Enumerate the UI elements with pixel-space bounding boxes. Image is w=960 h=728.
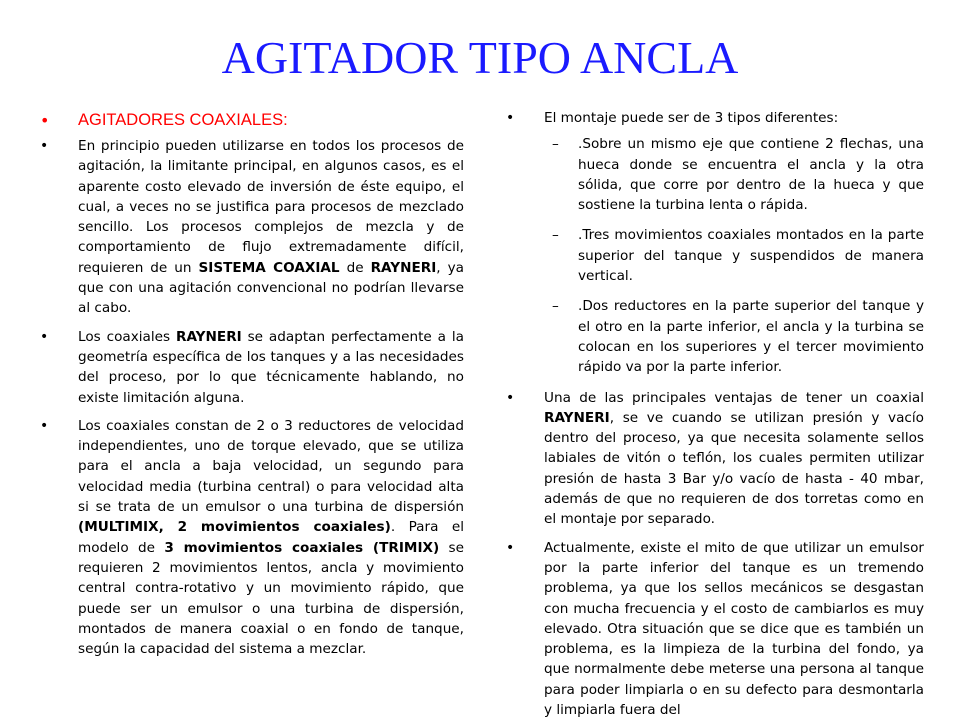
slide-title: AGITADOR TIPO ANCLA: [221, 32, 739, 83]
text-run: se adaptan perfectamente a la geometría específica de los tanques y a las necesidades del proceso, por lo que técnicamente hablando, no existe limitación alguna.: [78, 328, 464, 406]
section-heading: [40, 108, 464, 132]
left-column: [40, 108, 464, 667]
bold-text: RAYNERI: [544, 409, 610, 426]
bold-text: (MULTIMIX, 2 movimientos coaxiales): [78, 519, 391, 536]
section-heading-text: AGITADORES COAXIALES:: [78, 111, 288, 129]
text-run: El montaje puede ser de 3 tipos diferentes:: [544, 110, 839, 126]
sub-list-item: – .Dos reductores en la parte superior del tanque y el otro en la parte inferior, el ancla y la turbina se colocan en los superiores y el tercer movimiento rápido va por la parte inferior.: [544, 296, 924, 377]
list-item: • Actualmente, existe el mito de que utilizar un emulsor por la parte inferior del tanque es un tremendo problema, ya que los sellos mecánicos se desgastan con mucha frecuencia y el costo de cambiarlos es muy elevado. Otra situación que se dice que es también un problema, es la limpieza de la turbina del fondo, ya que normalmente debe meterse una persona al tanque para poder limpiarla o en su defecto para desmontarla y limpiarla fuera del: [506, 538, 924, 721]
text-run: Una de las principales ventajas de tener un coaxial: [544, 389, 924, 406]
list-item: [506, 388, 924, 530]
bold-text: RAYNERI: [176, 328, 242, 345]
sub-list-item: – .Sobre un mismo eje que contiene 2 flechas, una hueca donde se encuentra el ancla y la otra sólida, que corre por dentro de la hueca y que sostiene la turbina lenta o rápida.: [544, 134, 924, 215]
list-item: [40, 136, 464, 319]
right-column: [506, 108, 924, 728]
text-run: de: [339, 259, 371, 276]
text-run: , se ve cuando se utilizan presión y vacío dentro del proceso, ya que necesita solamente sellos labiales de vitón o teflón, los cuales permiten utilizar presión de hasta 3 Bar y/o vacío de hasta - 40 mbar, además de que no requieren de dos torretas como en el montaje por separado.: [544, 409, 924, 528]
left-bullet-list: [40, 108, 464, 659]
text-run: En principio pueden utilizarse en todos los procesos de agitación, la limitante principal, en algunos casos, es el aparente costo elevado de inversión de éste equipo, el cual, a veces no se justifica para procesos de mezclado sencillo. Los procesos complejos de mezcla y de comportamiento de flujo extremadamente difícil, requieren de un: [78, 138, 464, 276]
list-item: [40, 416, 464, 660]
bold-text: SISTEMA COAXIAL: [198, 259, 340, 276]
bold-text: 3 movimientos coaxiales (TRIMIX): [164, 539, 440, 556]
right-bullet-list: [506, 108, 924, 720]
sub-list: [544, 134, 924, 377]
sub-list-item: – .Tres movimientos coaxiales montados en la parte superior del tanque y suspendidos de manera vertical.: [544, 225, 924, 286]
bold-text: RAYNERI: [370, 259, 437, 276]
text-run: , ya que con una agitación convencional no podrían llevarse al cabo.: [78, 259, 464, 317]
list-item: [40, 327, 464, 408]
text-run: Los coaxiales constan de 2 o 3 reductores de velocidad independientes, uno de torque elevado, que se utiliza para el ancla a baja velocidad, un segundo para velocidad media (turbina central) o para velocidad alta si se trata de un emulsor o una turbina de dispersión: [78, 417, 464, 516]
list-item: [506, 108, 924, 378]
text-run: Los coaxiales: [78, 328, 176, 345]
text-run: . Para el modelo de: [78, 519, 464, 556]
text-run: se requieren 2 movimientos lentos, ancla y movimiento central contra-rotativo y un movimiento rápido, que puede ser un emulsor o una turbina de dispersión, montados de manera coaxial o en fondo de tanque, según la capacidad del sistema a mezclar.: [78, 539, 464, 658]
